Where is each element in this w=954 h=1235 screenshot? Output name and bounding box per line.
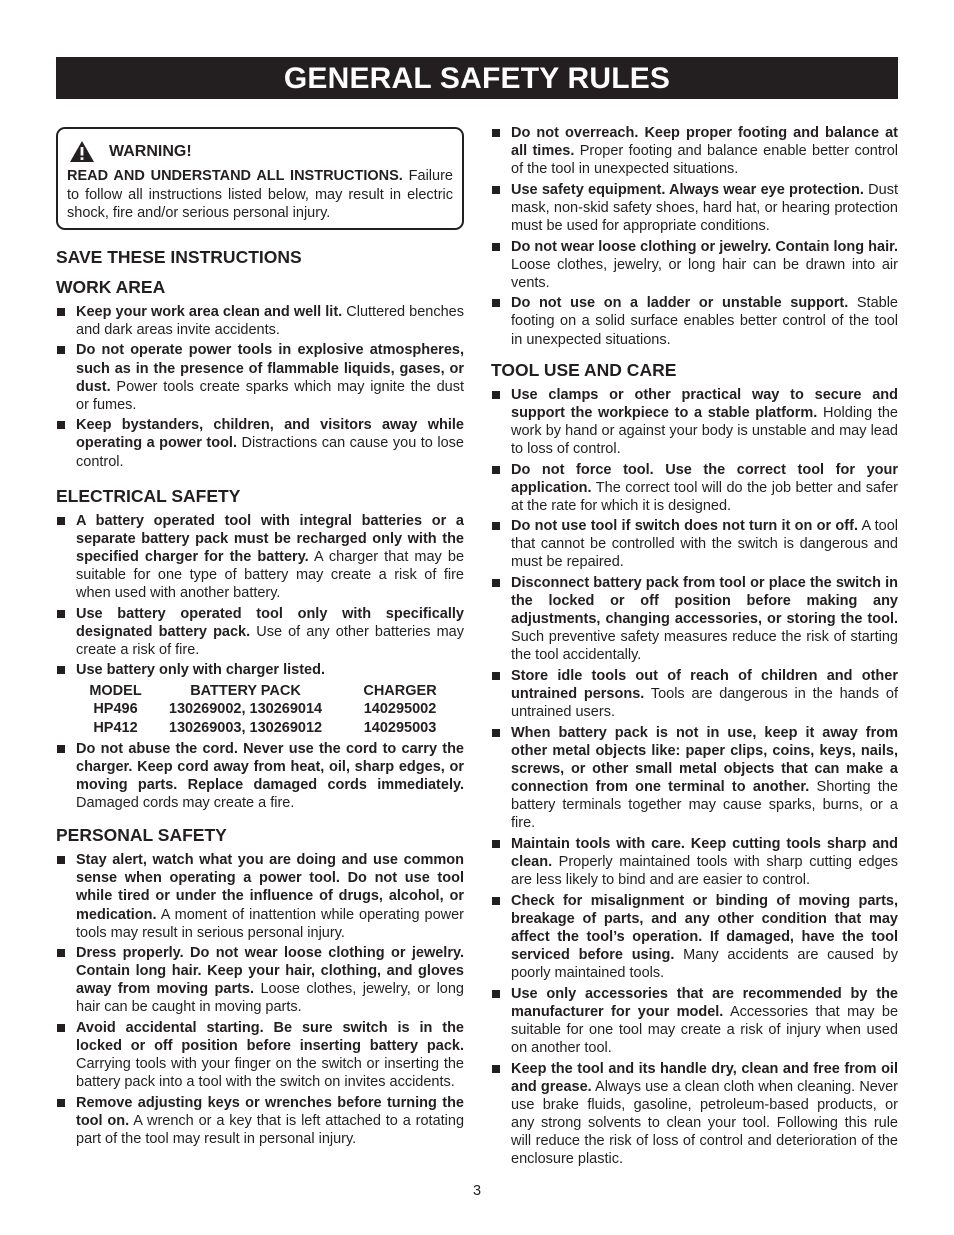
rule-bold: Do not overreach. Keep proper footing and balance at all times. — [511, 125, 898, 160]
rule-text: Stable footing on a solid surface enables better control of the tool in unexpected situations. — [511, 295, 898, 348]
charger-table — [76, 682, 464, 737]
rule-text: Carrying tools with your finger on the switch or inserting the battery pack into a tool with the switch on invites accidents. — [76, 1056, 464, 1091]
rule-bold: Do not use tool if switch does not turn it on or off. — [511, 518, 858, 535]
rule-text: Holding the work by hand or against your body is unstable and may lead to loss of control. — [511, 404, 898, 457]
bullet-icon — [57, 346, 65, 354]
warning-header — [69, 140, 453, 163]
warning-box — [56, 127, 464, 230]
list-item — [56, 512, 464, 602]
rule-text: Power tools create sparks which may ignite the dust or fumes. — [76, 378, 464, 413]
rule-bold: Dress properly. Do not wear loose clothing or jewelry. Contain long hair. Keep your hair, clothing, and gloves away from moving parts. — [76, 945, 464, 998]
list-item — [56, 661, 464, 679]
list-item — [491, 667, 898, 721]
rule-text: A wrench or a key that is left attached to a rotating part of the tool may result in personal injury. — [76, 1113, 465, 1148]
list-item — [56, 944, 464, 1016]
list-item — [491, 461, 898, 515]
rule-text: Use of any other batteries may create a risk of fire. — [76, 623, 464, 658]
personal-safety-list — [56, 851, 464, 1148]
work-area-heading: WORK AREA — [56, 276, 166, 297]
bullet-icon — [492, 129, 500, 137]
rule-bold: Stay alert, watch what you are doing and use common sense when operating a power tool. Do not use tool while tired or under the influence of drugs, alcohol, or medication. — [76, 852, 464, 923]
rule-text: Shorting the battery terminals together may cause sparks, burns, or a fire. — [511, 779, 898, 832]
work-area-section — [56, 276, 464, 471]
warning-body-text: Failure to follow all instructions listed below, may result in electric shock, fire and/or serious personal injury. — [67, 168, 453, 222]
tool-use-list — [491, 386, 898, 1168]
rule-bold: A battery operated tool with integral batteries or a separate battery pack must be recharged only with the specified charger for the battery. — [76, 512, 464, 565]
rule-bold: Disconnect battery pack from tool or place the switch in the locked or off position before making any adjustments, changing accessories, or storing the tool. — [511, 575, 898, 628]
bullet-icon — [57, 517, 65, 525]
electrical-list-cont — [56, 740, 464, 812]
table-header-model: MODEL — [89, 682, 142, 699]
list-item — [491, 892, 898, 982]
rule-bold: Keep your work area clean and well lit. — [76, 303, 343, 320]
list-item — [491, 294, 898, 348]
bullet-icon — [57, 949, 65, 957]
rule-text: Loose clothes, jewelry, or long hair can be drawn into air vents. — [511, 256, 898, 291]
electrical-safety-section — [56, 485, 464, 813]
rule-bold: Do not wear loose clothing or jewelry. Contain long hair. — [511, 238, 898, 255]
rule-bold: Do not force tool. Use the correct tool for your application. — [511, 461, 898, 496]
bullet-icon — [57, 610, 65, 618]
list-item — [56, 740, 464, 812]
rule-bold: Use only accessories that are recommended by the manufacturer for your model. — [511, 985, 898, 1020]
rule-text: Properly maintained tools with sharp cutting edges are less likely to bind and are easier to control. — [511, 853, 898, 889]
rule-bold: Do not abuse the cord. Never use the cord to carry the charger. Keep cord away from heat, oil, sharp edges, or moving parts. Replace damaged cords immediately. — [76, 740, 464, 794]
rule-text: Proper footing and balance enable better control of the tool in unexpected situations. — [511, 143, 899, 178]
rule-text: Such preventive safety measures reduce the risk of starting the tool accidentally. — [511, 629, 898, 664]
table-row — [76, 719, 464, 737]
tool-use-section — [491, 359, 898, 1168]
bullet-icon — [492, 672, 500, 680]
personal-safety-section — [56, 824, 464, 1148]
bullet-icon — [57, 666, 65, 674]
bullet-icon — [492, 243, 500, 251]
bullet-icon — [492, 990, 500, 998]
table-header-charger: CHARGER — [363, 682, 437, 699]
rule-text: A tool that cannot be controlled with the switch is dangerous and must be repaired. — [511, 518, 898, 571]
rule-text: Tools are dangerous in the hands of untrained users. — [511, 686, 898, 721]
right-column — [491, 124, 898, 1171]
bullet-icon — [492, 466, 500, 474]
bullet-icon — [492, 729, 500, 737]
warning-triangle-icon — [69, 140, 95, 163]
save-instructions-section — [56, 246, 464, 268]
page-title: GENERAL SAFETY RULES — [56, 57, 898, 99]
table-header-battery: BATTERY PACK — [190, 682, 301, 699]
rule-bold: When battery pack is not in use, keep it away from other metal objects like: paper clips, coins, keys, nails, screws, or other small metal objects that can make a connection from one terminal to another. — [511, 724, 898, 796]
rule-text: Damaged cords may create a fire. — [76, 795, 295, 812]
warning-bold-text: READ AND UNDERSTAND ALL INSTRUCTIONS. — [67, 168, 403, 184]
list-item — [491, 574, 898, 664]
bullet-icon — [57, 856, 65, 864]
bullet-icon — [492, 391, 500, 399]
bullet-icon — [492, 522, 500, 530]
rule-text: Loose clothes, jewelry, or long hair can be caught in moving parts. — [76, 981, 464, 1016]
bullet-icon — [492, 299, 500, 307]
rule-bold: Use battery only with charger listed. — [76, 662, 325, 679]
bullet-icon — [492, 579, 500, 587]
bullet-icon — [57, 745, 65, 753]
rule-bold: Use battery operated tool only with specifically designated battery pack. — [76, 605, 464, 640]
list-item — [56, 303, 464, 339]
bullet-icon — [57, 1024, 65, 1032]
table-cell: HP496 — [93, 701, 138, 718]
bullet-icon — [57, 308, 65, 316]
rule-text: Many accidents are caused by poorly maintained tools. — [511, 946, 898, 982]
rule-text: The correct tool will do the job better and safer at the rate for which it is designed. — [511, 479, 898, 514]
table-cell: 130269002, 130269014 — [168, 701, 323, 718]
rule-bold: Keep bystanders, children, and visitors away while operating a power tool. — [76, 417, 464, 452]
bullet-icon — [492, 186, 500, 194]
list-item — [56, 341, 464, 413]
table-header-row — [76, 682, 464, 700]
electrical-safety-heading: ELECTRICAL SAFETY — [56, 485, 241, 506]
work-area-list — [56, 303, 464, 471]
rule-text: Distractions can cause you to lose control. — [76, 435, 464, 470]
rule-bold: Do not use on a ladder or unstable support. — [511, 295, 849, 312]
bullet-icon — [492, 840, 500, 848]
bullet-icon — [57, 1099, 65, 1107]
rule-bold: Maintain tools with care. Keep cutting tools sharp and clean. — [511, 835, 898, 870]
table-cell: 140295002 — [363, 701, 437, 718]
rule-text: Accessories that may be suitable for one tool may create a risk of injury when used on another tool. — [511, 1003, 899, 1056]
list-item — [491, 517, 898, 571]
tool-use-heading: TOOL USE AND CARE — [491, 359, 677, 380]
bullet-icon — [492, 1065, 500, 1073]
rule-bold: Keep the tool and its handle dry, clean and free from oil and grease. — [511, 1060, 898, 1095]
list-item — [491, 1060, 898, 1169]
list-item — [56, 416, 464, 470]
list-item — [491, 985, 898, 1057]
table-row — [76, 700, 464, 718]
bullet-icon — [57, 421, 65, 429]
electrical-list — [56, 512, 464, 680]
rule-text: Always use a clean cloth when cleaning. Never use brake fluids, gasoline, petroleum-based products, or any strong solvents to clean your tool. Following this rule will reduce the risk of loss of control and deterioration of the enclosure plastic. — [511, 1078, 898, 1167]
rule-bold: Store idle tools out of reach of children and other untrained persons. — [511, 668, 898, 703]
save-instructions-heading: SAVE THESE INSTRUCTIONS — [56, 246, 302, 267]
rule-text: Cluttered benches and dark areas invite accidents. — [76, 303, 464, 338]
list-item — [491, 835, 898, 889]
personal-safety-list-cont — [491, 124, 898, 349]
rule-text: A moment of inattention while operating power tools may result in serious personal injury. — [76, 906, 464, 941]
rule-text: Dust mask, non-skid safety shoes, hard hat, or hearing protection must be used for appropriate conditions. — [511, 181, 898, 234]
left-column — [56, 124, 464, 1151]
warning-title: WARNING! — [109, 142, 192, 160]
list-item — [491, 724, 898, 833]
list-item — [56, 605, 464, 659]
bullet-icon — [492, 897, 500, 905]
table-cell: HP412 — [93, 719, 138, 736]
rule-bold: Do not operate power tools in explosive atmospheres, such as in the presence of flammable liquids, gases, or dust. — [76, 342, 464, 395]
rule-bold: Use clamps or other practical way to secure and support the workpiece to a stable platform. — [511, 386, 898, 421]
rule-text: A charger that may be suitable for one type of battery may create a risk of fire when used with another battery. — [76, 548, 465, 601]
table-cell: 130269003, 130269012 — [168, 719, 323, 736]
list-item — [56, 1094, 464, 1148]
rule-bold: Remove adjusting keys or wrenches before turning the tool on. — [76, 1094, 464, 1130]
list-item — [491, 181, 898, 235]
rule-bold: Check for misalignment or binding of moving parts, breakage of parts, and any other condition that may affect the tool’s operation. If damaged, have the tool serviced before using. — [511, 892, 898, 963]
list-item — [491, 386, 898, 458]
page-number: 3 — [472, 1183, 482, 1199]
rule-bold: Use safety equipment. Always wear eye protection. — [511, 181, 864, 198]
list-item — [56, 851, 464, 941]
list-item — [491, 124, 898, 178]
warning-text — [67, 167, 453, 223]
rule-bold: Avoid accidental starting. Be sure switch is in the locked or off position before inserting battery pack. — [76, 1020, 464, 1055]
table-cell: 140295003 — [363, 719, 437, 736]
personal-safety-heading: PERSONAL SAFETY — [56, 825, 227, 846]
list-item — [491, 238, 898, 292]
list-item — [56, 1019, 464, 1091]
